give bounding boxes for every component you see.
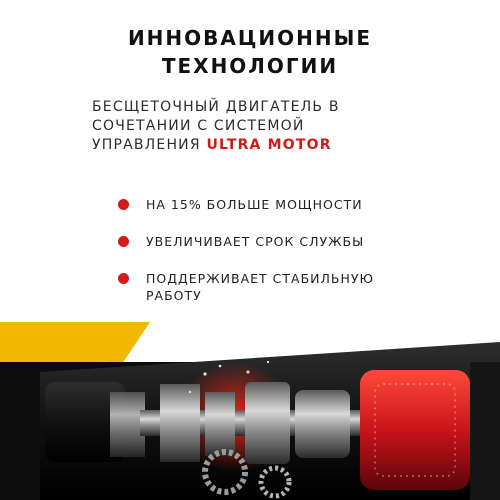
- cylinder: [245, 382, 290, 464]
- motor-cutaway-image: [0, 322, 500, 500]
- brand-name: ULTRA MOTOR: [206, 137, 332, 153]
- spark: [246, 370, 249, 373]
- spark: [189, 391, 191, 393]
- red-dot-icon: [118, 236, 129, 247]
- gear-block: [205, 392, 235, 456]
- rear-housing: [470, 362, 500, 500]
- description-line-1: БЕСЩЕТОЧНЫЙ ДВИГАТЕЛЬ В: [92, 99, 340, 115]
- spark: [219, 365, 222, 368]
- feature-text-line-1: ПОДДЕРЖИВАЕТ СТАБИЛЬНУЮ: [146, 271, 374, 286]
- cylinder: [295, 390, 350, 458]
- description: [92, 98, 412, 155]
- spark: [267, 361, 269, 363]
- front-nose-ring: [110, 392, 145, 457]
- description-line-3: [92, 136, 412, 155]
- spark: [203, 372, 206, 375]
- gear-block: [160, 384, 200, 462]
- feature-item: [118, 270, 418, 304]
- feature-item: [118, 196, 418, 213]
- red-dot-icon: [118, 273, 129, 284]
- feature-text-line-2: РАБОТУ: [146, 288, 202, 303]
- headline-line-1: ИННОВАЦИОННЫЕ: [127, 26, 373, 50]
- feature-text: УВЕЛИЧИВАЕТ СРОК СЛУЖБЫ: [146, 234, 365, 249]
- description-line-2: СОЧЕТАНИИ С СИСТЕМОЙ: [92, 118, 305, 134]
- headline: [0, 24, 500, 80]
- headline-line-2: ТЕХНОЛОГИИ: [161, 54, 339, 78]
- feature-text: НА 15% БОЛЬШЕ МОЩНОСТИ: [146, 197, 363, 212]
- feature-list: [118, 196, 418, 322]
- description-line-3-prefix: УПРАВЛЕНИЯ: [92, 137, 201, 153]
- feature-item: [118, 233, 418, 250]
- red-dot-icon: [118, 199, 129, 210]
